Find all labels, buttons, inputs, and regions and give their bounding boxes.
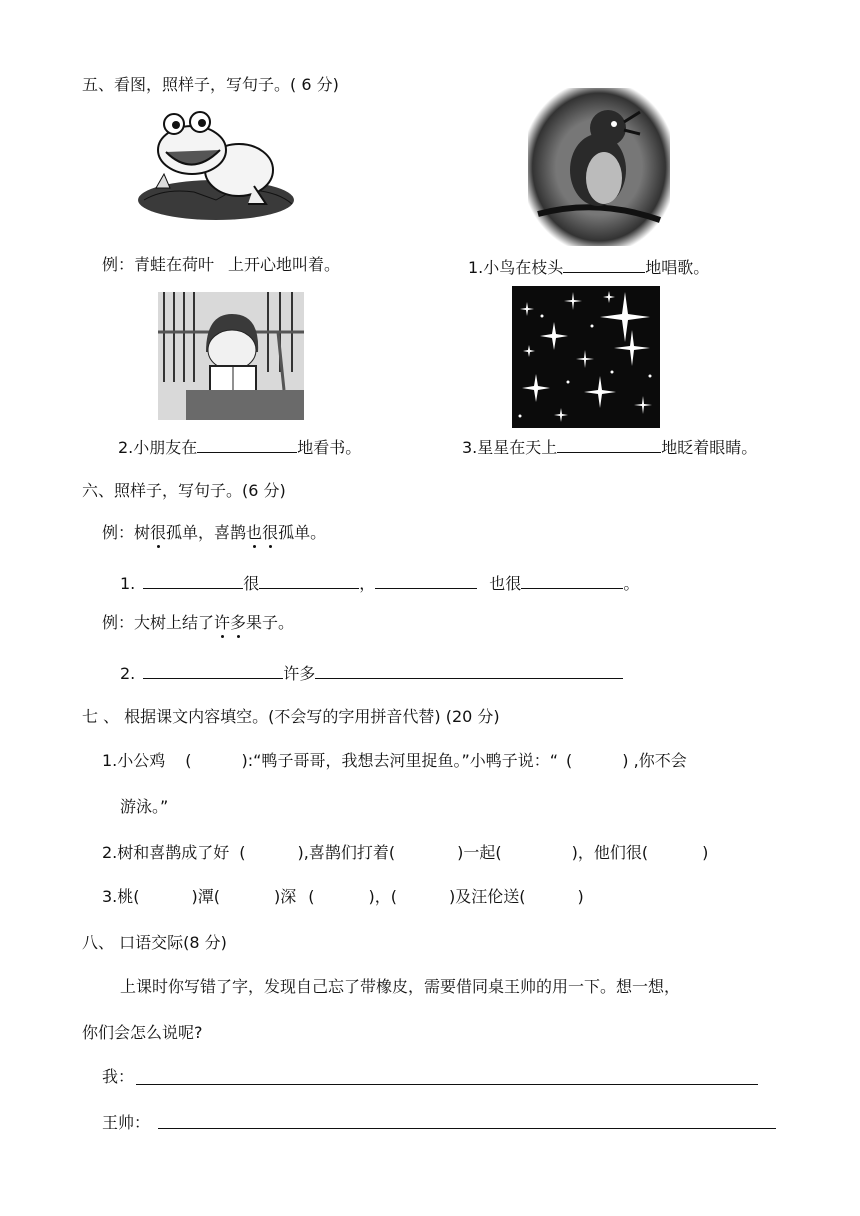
example-sentence-1 bbox=[102, 522, 326, 544]
section-8-title: 八、 口语交际(8 分) bbox=[82, 933, 227, 952]
ex1-pre: 例：树 bbox=[102, 523, 151, 542]
q6-1-blank-3[interactable] bbox=[375, 570, 477, 589]
q6-2-number: 2. bbox=[120, 664, 136, 683]
q7-1-paren-2: ( bbox=[566, 751, 573, 770]
ex1-dot-char-1: 很 bbox=[150, 523, 167, 542]
q7-2-text-a: 2.树和喜鹊成了好 bbox=[102, 843, 230, 862]
q7-3-text-d: )，( bbox=[368, 887, 398, 906]
q6-1-blank-2[interactable] bbox=[259, 570, 359, 589]
q6-2-blank-2[interactable] bbox=[315, 660, 623, 679]
q7-3-text-e: )及汪伦送( bbox=[449, 887, 526, 906]
q6-1-hen: 很 bbox=[243, 574, 260, 593]
q5-2-text-a: 2.小朋友在 bbox=[118, 438, 198, 457]
section-8-prompt-line-1: 上课时你写错了字，发现自己忘了带橡皮，需要借同桌王帅的用一下。想一想， bbox=[120, 977, 681, 996]
ex2-post: 果子。 bbox=[246, 613, 295, 632]
q7-3-text-a: 3.桃( bbox=[102, 887, 140, 906]
q6-2-xuduo: 许多 bbox=[283, 664, 316, 683]
section-8-prompt-line-2: 你们会怎么说呢? bbox=[82, 1023, 203, 1042]
q7-3-text-c: )深 bbox=[274, 887, 297, 906]
q7-2-text-b: ),喜鹊们打着( bbox=[297, 843, 396, 862]
wang-label: 王帅： bbox=[102, 1113, 151, 1132]
q5-2-blank[interactable] bbox=[197, 434, 297, 453]
q6-1-end: 。 bbox=[623, 574, 640, 593]
ex2-pre: 例：大树上结了 bbox=[102, 613, 215, 632]
q5-3-blank[interactable] bbox=[557, 434, 661, 453]
me-label: 我： bbox=[102, 1067, 135, 1086]
q7-2-text-e: ) bbox=[702, 843, 709, 862]
ex1-dot-char-2: 也 bbox=[246, 523, 263, 542]
section-6-title: 六、照样子，写句子。(6 分) bbox=[82, 481, 286, 500]
q6-1-blank-4[interactable] bbox=[521, 570, 623, 589]
question-5-1 bbox=[468, 254, 709, 279]
q7-2-paren-1: ( bbox=[239, 843, 246, 862]
q6-2-blank-1[interactable] bbox=[143, 660, 283, 679]
ex2-dot-char-1: 许 bbox=[214, 613, 231, 632]
q7-3-paren: ( bbox=[308, 887, 315, 906]
q7-1-paren-1: ( bbox=[185, 751, 192, 770]
question-7-1-cont: 游泳。” bbox=[120, 797, 169, 816]
wang-answer-line[interactable] bbox=[158, 1128, 776, 1129]
q5-2-text-b: 地看书。 bbox=[297, 438, 362, 457]
bird-image bbox=[528, 88, 670, 246]
question-5-2 bbox=[118, 434, 361, 459]
child-reading-image bbox=[158, 292, 304, 420]
q7-2-text-c: )一起( bbox=[457, 843, 502, 862]
section-7-title: 七 、 根据课文内容填空。(不会写的字用拼音代替) (20 分) bbox=[82, 707, 500, 726]
question-6-1 bbox=[120, 570, 639, 595]
q5-1-blank[interactable] bbox=[563, 254, 645, 273]
section-5-title: 五、看图，照样子，写句子。( 6 分) bbox=[82, 75, 339, 94]
me-answer-line[interactable] bbox=[136, 1084, 758, 1085]
question-6-2 bbox=[120, 660, 623, 685]
question-7-3 bbox=[102, 886, 584, 908]
example-text-a: 例：青蛙在荷叶 bbox=[102, 255, 215, 274]
q5-1-text-a: 1.小鸟在枝头 bbox=[468, 258, 564, 277]
q7-1-text-c: ) ,你不会 bbox=[622, 751, 687, 770]
ex1-dot-char-3: 很 bbox=[262, 523, 279, 542]
q5-1-text-b: 地唱歌。 bbox=[645, 258, 710, 277]
q5-3-text-a: 3.星星在天上 bbox=[462, 438, 558, 457]
question-5-3 bbox=[462, 434, 757, 459]
q6-1-blank-1[interactable] bbox=[143, 570, 243, 589]
q5-3-text-b: 地眨着眼睛。 bbox=[661, 438, 758, 457]
q7-3-text-b: )潭( bbox=[191, 887, 221, 906]
q6-1-comma: ， bbox=[359, 574, 376, 593]
stars-image bbox=[512, 286, 660, 428]
question-7-2 bbox=[102, 842, 708, 864]
question-7-1 bbox=[102, 750, 687, 772]
q7-1-text-a: 1.小公鸡 bbox=[102, 751, 166, 770]
q7-1-text-b: ):“鸭子哥哥，我想去河里捉鱼。”小鸭子说：“ bbox=[241, 751, 559, 770]
example-sentence-frog bbox=[102, 254, 340, 276]
q7-3-text-f: ) bbox=[577, 887, 584, 906]
example-text-b: 上开心地叫着。 bbox=[228, 255, 341, 274]
frog-image bbox=[134, 108, 296, 226]
ex2-dot-char-2: 多 bbox=[230, 613, 247, 632]
q6-1-number: 1. bbox=[120, 574, 136, 593]
example-sentence-2 bbox=[102, 612, 294, 634]
q7-2-text-d: )，他们很( bbox=[571, 843, 649, 862]
q6-1-yehen: 也很 bbox=[489, 574, 522, 593]
ex1-mid: 孤单，喜鹊 bbox=[166, 523, 247, 542]
ex1-post: 孤单。 bbox=[278, 523, 327, 542]
